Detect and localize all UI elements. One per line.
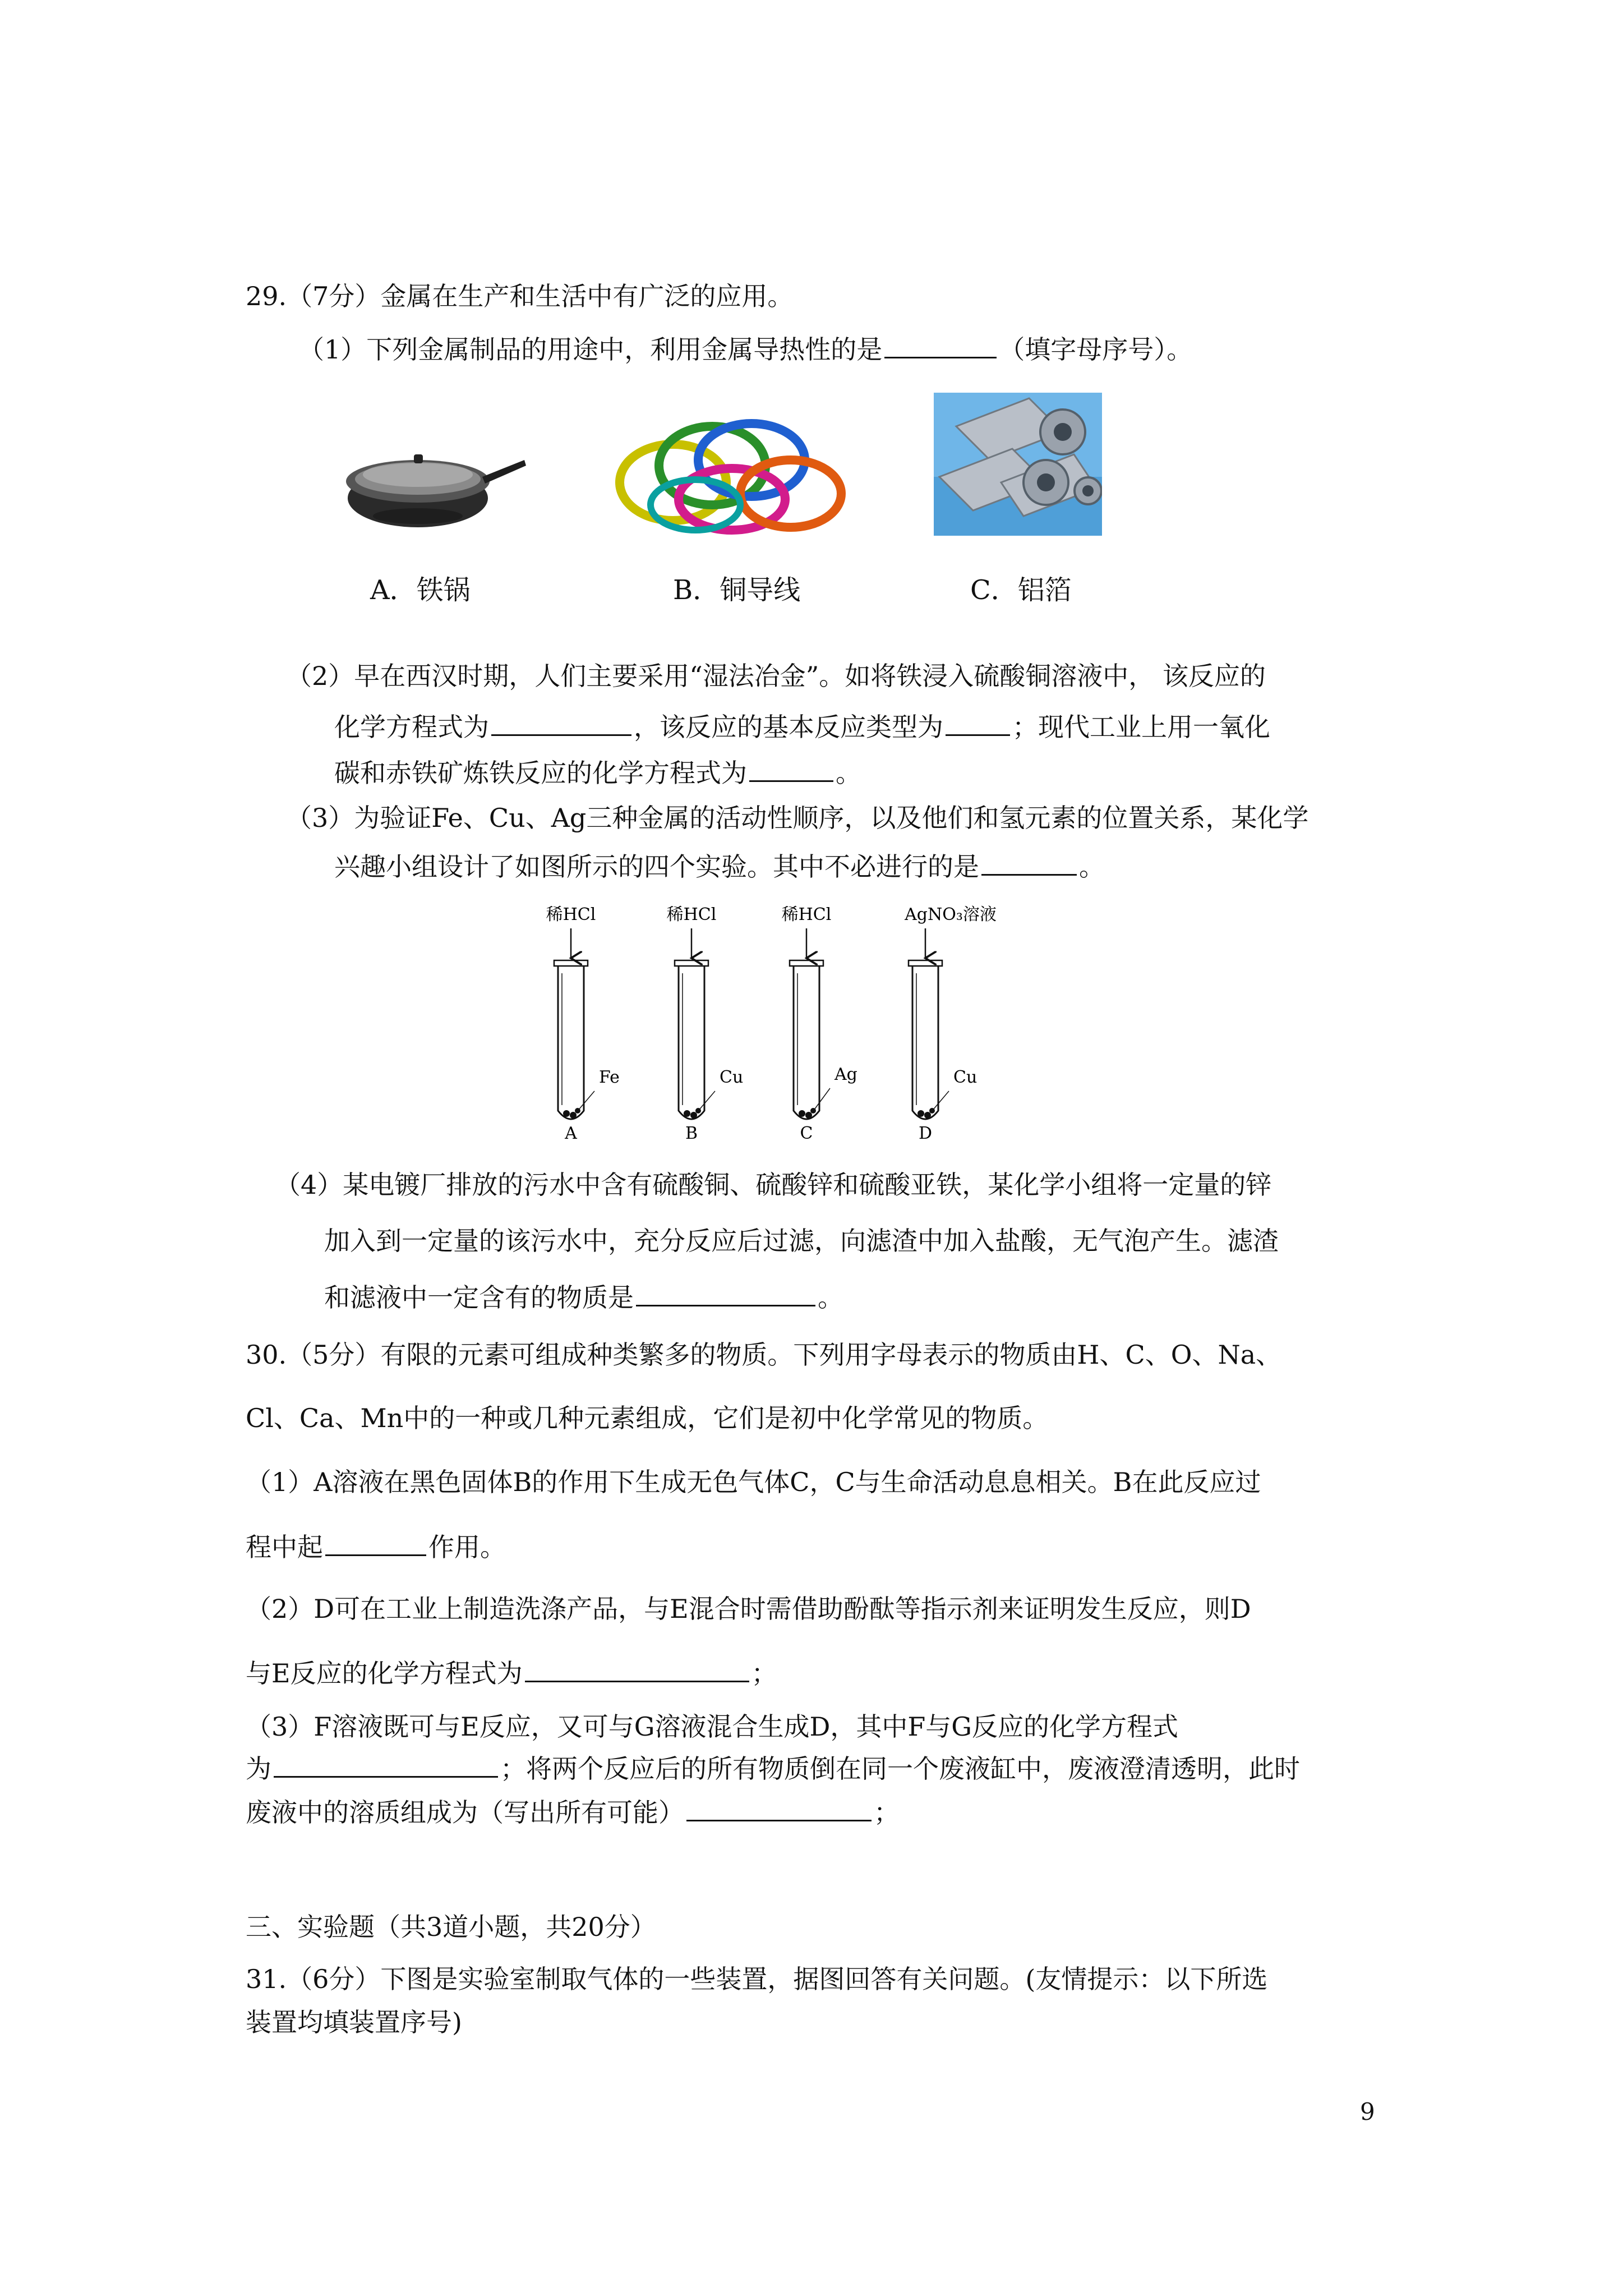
q30-part1-text-b: 作用。 [428, 1532, 506, 1562]
answer-blank[interactable] [274, 1750, 498, 1778]
q30-part3-text-c: 废液中的溶质组成为（写出所有可能） [246, 1797, 684, 1828]
q29-part2-line2 [334, 708, 1270, 744]
tube-b-reagent: 稀HCl [666, 905, 717, 924]
q29-part2-text-e: 。 [836, 758, 861, 788]
wok-image [342, 432, 527, 536]
q30-part3-text-b: ；将两个反应后的所有物质倒在同一个废液缸中，废液澄清透明，此时 [500, 1754, 1300, 1784]
answer-blank[interactable] [325, 1529, 426, 1556]
answer-blank[interactable] [884, 331, 997, 358]
tube-a-metal: Fe [599, 1068, 620, 1087]
q29-part2-text-d: 碳和赤铁矿炼铁反应的化学方程式为 [334, 758, 747, 788]
answer-blank[interactable] [491, 708, 631, 736]
tube-c-reagent: 稀HCl [781, 905, 832, 924]
q29-part4-line2: 加入到一定量的该污水中，充分反应后过滤，向滤渣中加入盐酸，无气泡产生。滤渣 [324, 1226, 1279, 1256]
q29-part1-text: （1）下列金属制品的用途中，利用金属导热性的是 [298, 334, 883, 365]
q30-part2-line1: （2）D可在工业上制造洗涤产品，与E混合时需借助酚酞等指示剂来证明发生反应，则D [246, 1594, 1251, 1624]
q29-part2-text-a: 化学方程式为 [334, 712, 489, 742]
answer-blank[interactable] [749, 754, 833, 782]
q29-part3-line1: （3）为验证Fe、Cu、Ag三种金属的活动性顺序，以及他们和氢元素的位置关系，某化学 [286, 803, 1309, 833]
q30-part3-line3 [246, 1794, 900, 1829]
caption-a: A．铁锅 [370, 574, 471, 606]
aluminum-foil-image [934, 393, 1102, 536]
q30-part2-text-a: 与E反应的化学方程式为 [246, 1658, 523, 1688]
q30-title-line2: Cl、Ca、Mn中的一种或几种元素组成，它们是初中化学常见的物质。 [246, 1403, 1049, 1433]
q29-part3-text-b: 。 [1079, 852, 1105, 882]
copper-wire-image [611, 415, 852, 539]
answer-blank[interactable] [525, 1655, 749, 1682]
q29-part2-line1: （2）早在西汉时期，人们主要采用“湿法冶金”。如将铁浸入硫酸铜溶液中， 该反应的 [286, 661, 1266, 691]
answer-blank[interactable] [636, 1279, 815, 1306]
q29-title: 29.（7分）金属在生产和生活中有广泛的应用。 [246, 281, 794, 311]
q31-line1: 31.（6分）下图是实验室制取气体的一些装置，据图回答有关问题。(友情提示：以下所选 [246, 1964, 1268, 1994]
section-heading: 三、实验题（共3道小题，共20分） [246, 1912, 656, 1942]
tube-c-label: C [800, 1124, 813, 1143]
q30-part2-text-b: ； [751, 1658, 777, 1688]
tube-d-metal: Cu [953, 1068, 978, 1087]
q30-part3-line2 [246, 1750, 1300, 1786]
q29-part3-text-a: 兴趣小组设计了如图所示的四个实验。其中不必进行的是 [334, 852, 979, 882]
q29-part1 [298, 331, 1192, 366]
q30-part1-line1: （1）A溶液在黑色固体B的作用下生成无色气体C，C与生命活动息息相关。B在此反应过 [246, 1467, 1261, 1497]
tube-d-label: D [918, 1124, 933, 1143]
caption-b: B．铜导线 [673, 574, 801, 606]
q31-line2: 装置均填装置序号) [246, 2007, 462, 2037]
tube-c-metal: Ag [834, 1065, 857, 1084]
tube-a [546, 905, 620, 1143]
tube-c [782, 905, 857, 1143]
q29-part2-line3 [334, 754, 861, 790]
tube-d [904, 905, 997, 1143]
q29-part3-line2 [334, 848, 1105, 884]
q30-part2-line2 [246, 1655, 777, 1690]
tube-d-reagent: AgNO₃溶液 [905, 905, 997, 924]
tube-a-label: A [565, 1124, 577, 1143]
q30-part1-text-a: 程中起 [246, 1532, 323, 1562]
tube-a-reagent: 稀HCl [546, 905, 596, 924]
test-tube-diagram [538, 898, 1021, 1144]
page-number: 9 [1360, 2098, 1375, 2125]
q29-part2-text-c: ；现代工业上用一氧化 [1012, 712, 1270, 742]
q30-part1-line2 [246, 1529, 506, 1564]
answer-blank[interactable] [946, 708, 1010, 736]
q29-part4-text-a: 和滤液中一定含有的物质是 [324, 1282, 634, 1313]
answer-blank[interactable] [981, 848, 1077, 876]
q29-part2-text-b: ，该反应的基本反应类型为 [634, 712, 943, 742]
q30-part3-text-a: 为 [246, 1754, 271, 1784]
q30-title: 30.（5分）有限的元素可组成种类繁多的物质。下列用字母表示的物质由H、C、O、Na、 [246, 1340, 1282, 1370]
q29-part4-line3 [324, 1279, 843, 1314]
answer-blank[interactable] [686, 1794, 872, 1821]
q29-part4-line1: （4）某电镀厂排放的污水中含有硫酸铜、硫酸锌和硫酸亚铁，某化学小组将一定量的锌 [275, 1170, 1272, 1200]
tube-b-label: B [685, 1124, 698, 1143]
q30-part3-line1: （3）F溶液既可与E反应，又可与G溶液混合生成D，其中F与G反应的化学方程式 [246, 1711, 1179, 1742]
caption-c: C．铝箔 [970, 574, 1072, 606]
q30-part3-text-d: ； [874, 1797, 900, 1828]
tube-b-metal: Cu [720, 1068, 744, 1087]
q29-part4-text-b: 。 [818, 1282, 843, 1313]
q29-part1-text-end: （填字母序号）。 [999, 334, 1193, 365]
tube-b [667, 905, 744, 1143]
